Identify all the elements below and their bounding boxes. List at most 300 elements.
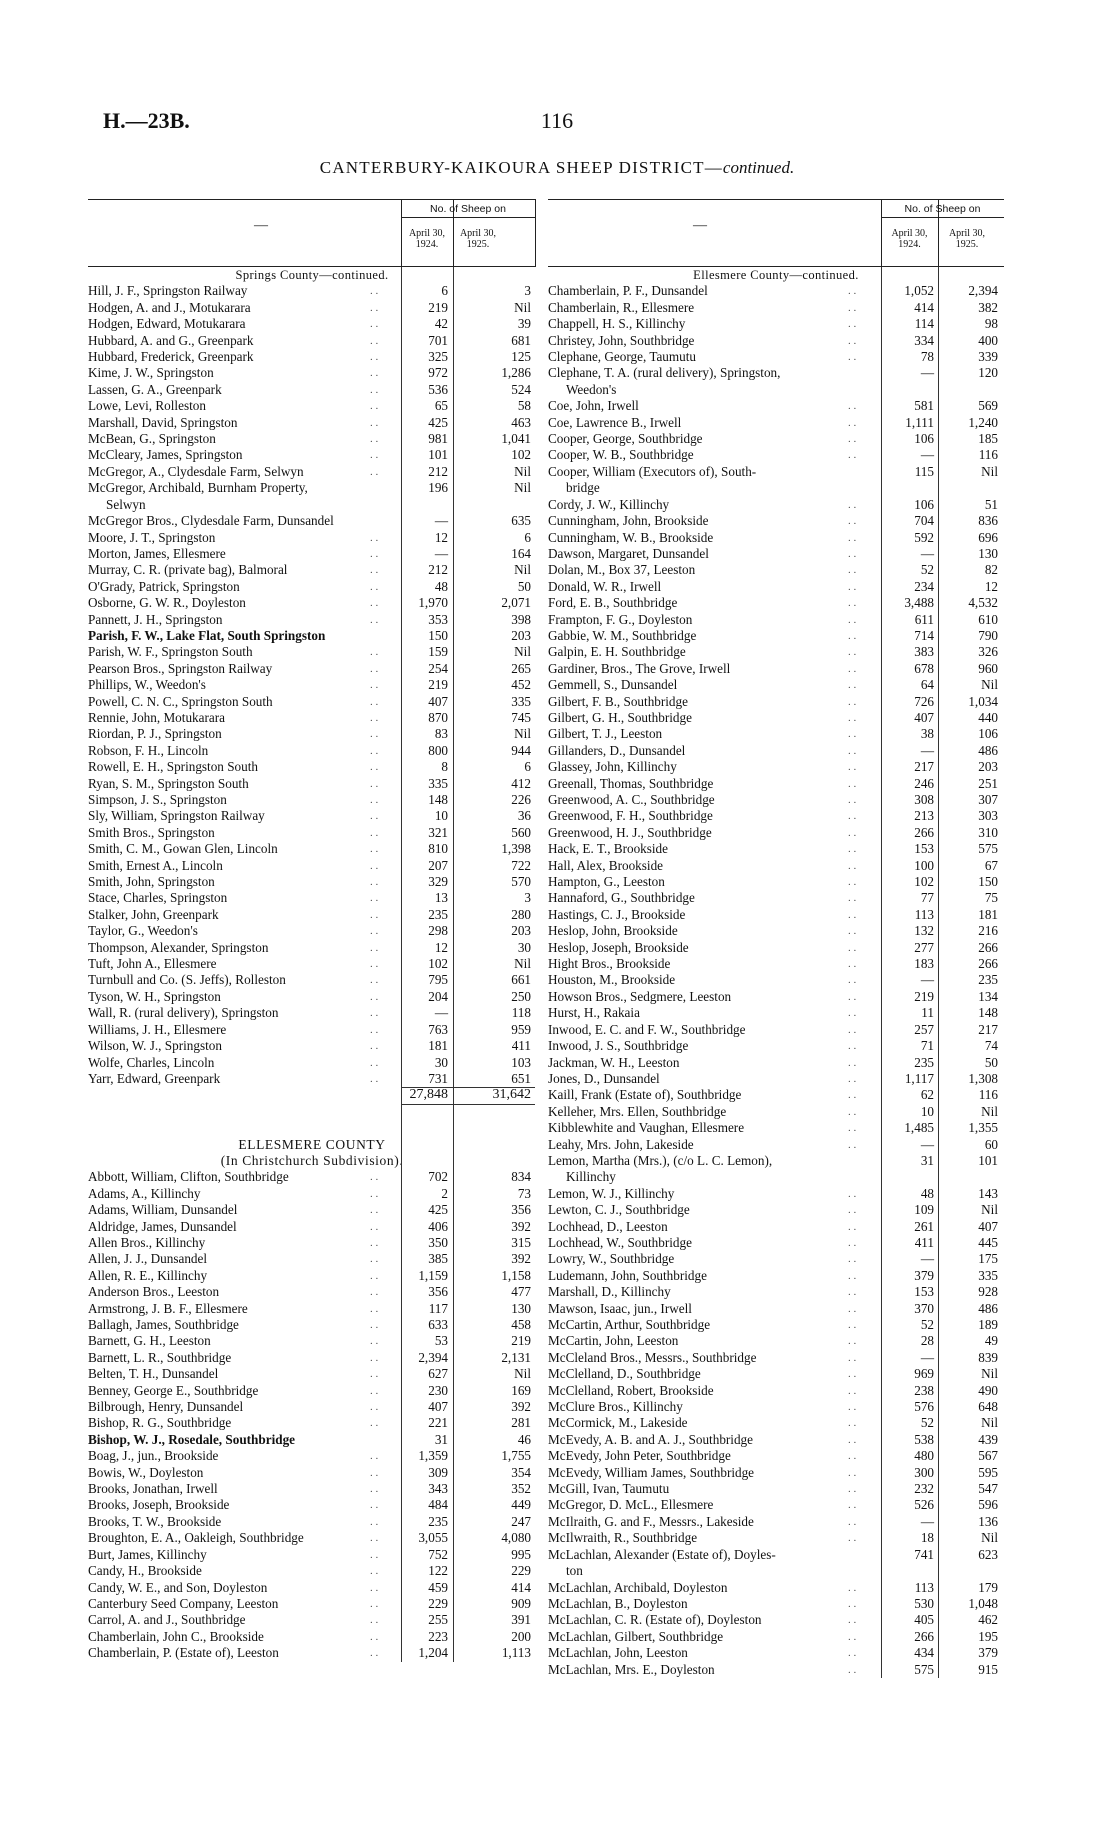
leader-dots: . . (370, 301, 379, 314)
table-row (548, 1153, 1004, 1169)
sheep-count-1924: 385 (428, 1251, 448, 1267)
holder-name: Cooper, George, Southbridge (548, 431, 703, 447)
table-row (88, 792, 536, 808)
table-row (88, 431, 536, 447)
sheep-count-1924: 726 (914, 693, 934, 709)
sheep-count-1924: — (920, 972, 934, 988)
holder-name: Gillanders, D., Dunsandel (548, 742, 686, 758)
table-row (88, 1202, 536, 1218)
leader-dots: . . (370, 318, 379, 331)
leader-dots: . . (370, 1056, 379, 1069)
holder-name: Gemmell, S., Dunsandel (548, 677, 678, 693)
sheep-count-1924: 212 (428, 463, 448, 479)
leader-dots: . . (848, 1401, 857, 1414)
sheep-count-1925: 175 (978, 1251, 998, 1267)
table-row (88, 1415, 536, 1431)
holder-name: Williams, J. H., Ellesmere (88, 1021, 227, 1037)
sheep-count-1925: 339 (978, 349, 998, 365)
sheep-count-1924: 526 (914, 1497, 934, 1513)
holder-name: Christey, John, Southbridge (548, 332, 695, 348)
sheep-count-1924: 277 (914, 939, 934, 955)
sheep-count-1925: 116 (978, 1087, 998, 1103)
sheep-count-1924: 981 (428, 431, 448, 447)
sheep-count-1924: 261 (914, 1218, 934, 1234)
leader-dots: . . (370, 1171, 379, 1184)
sheep-count-1924: 219 (428, 677, 448, 693)
holder-name: Candy, H., Brookside (88, 1563, 202, 1579)
table-row (88, 316, 536, 332)
leader-dots: . . (370, 662, 379, 675)
leader-dots: . . (370, 728, 379, 741)
holder-name: Wilson, W. J., Springston (88, 1038, 222, 1054)
sheep-count-1924: 741 (914, 1546, 934, 1562)
leader-dots: . . (848, 876, 857, 889)
table-row (548, 628, 1004, 644)
sheep-count-1924: 254 (428, 660, 448, 676)
sheep-count-1925: 570 (511, 874, 531, 890)
table-row (548, 1612, 1004, 1628)
holder-name: Wolfe, Charles, Lincoln (88, 1054, 215, 1070)
sheep-count-1925: Nil (981, 1366, 998, 1382)
table-row (88, 923, 536, 939)
leader-dots: . . (848, 777, 857, 790)
holder-name: Ludemann, John, Southbridge (548, 1267, 707, 1283)
holder-name: ton (566, 1563, 583, 1579)
sheep-count-1924: 407 (428, 1399, 448, 1415)
sheep-count-1925: 411 (511, 1038, 531, 1054)
sheep-count-1925: 116 (978, 447, 998, 463)
sheep-count-1924: 714 (914, 627, 934, 643)
sheep-count-1925: 1,158 (501, 1267, 531, 1283)
holder-name: Hight Bros., Brookside (548, 956, 671, 972)
sheep-count-1925: 745 (511, 709, 531, 725)
leader-dots: . . (848, 564, 857, 577)
table-row (548, 759, 1004, 775)
right-header-col1: April 30, 1924. (891, 228, 928, 250)
holder-name: Yarr, Edward, Greenpark (88, 1070, 221, 1086)
table-row (88, 1087, 536, 1103)
table-row (548, 415, 1004, 431)
sheep-count-1925: 195 (978, 1628, 998, 1644)
sheep-count-1924: 1,111 (905, 414, 934, 430)
sheep-count-1925: 2,394 (968, 283, 998, 299)
sheep-count-1925: 130 (978, 545, 998, 561)
leader-dots: . . (370, 1072, 379, 1085)
holder-name: McLachlan, Alexander (Estate of), Doyles- (548, 1546, 776, 1562)
holder-name: Galpin, E. H. Southbridge (548, 644, 686, 660)
holder-name: Glassey, John, Killinchy (548, 759, 677, 775)
sheep-count-1924: 702 (428, 1169, 448, 1185)
sheep-count-1925: 280 (511, 906, 531, 922)
table-row (548, 1399, 1004, 1415)
holder-name: Cooper, W. B., Southbridge (548, 447, 694, 463)
leader-dots: . . (848, 1056, 857, 1069)
sheep-count-1924: 411 (914, 1234, 934, 1250)
sheep-count-1924: 425 (428, 414, 448, 430)
holder-name: Killinchy (566, 1169, 616, 1185)
sheep-count-1924: 102 (914, 874, 934, 890)
sheep-count-1925: 125 (511, 349, 531, 365)
holder-name: Jones, D., Dunsandel (548, 1070, 660, 1086)
holder-name: Brooks, T. W., Brookside (88, 1513, 222, 1529)
sheep-count-1924: 763 (428, 1021, 448, 1037)
leader-dots: . . (370, 1483, 379, 1496)
sheep-count-1924: 2,394 (418, 1349, 448, 1365)
holder-name: McCartin, Arthur, Southbridge (548, 1317, 711, 1332)
leader-dots: . . (848, 1532, 857, 1545)
table-row (88, 759, 536, 775)
holder-name: Hannaford, G., Southbridge (548, 890, 695, 906)
table-row (548, 1055, 1004, 1071)
sheep-count-1925: 217 (978, 1021, 998, 1037)
table-row (548, 480, 1004, 496)
sheep-count-1925: 1,355 (968, 1120, 998, 1136)
holder-name: McClelland, Robert, Brookside (548, 1382, 714, 1398)
sheep-count-1925: 73 (517, 1185, 531, 1201)
right-header-no-of-sheep: No. of Sheep on (881, 203, 1004, 218)
holder-name: McCleland Bros., Messrs., Southbridge (548, 1349, 757, 1365)
total-rule (401, 1104, 535, 1105)
table-row (88, 1301, 536, 1317)
table-row (548, 1465, 1004, 1481)
table-row (548, 1514, 1004, 1530)
sheep-count-1925: 251 (978, 775, 998, 791)
leader-dots: . . (848, 449, 857, 462)
table-row (548, 1104, 1004, 1120)
leader-dots: . . (370, 1614, 379, 1627)
table-row (88, 1399, 536, 1415)
holder-name: Tyson, W. H., Springston (88, 988, 221, 1004)
sheep-count-1924: 30 (434, 1054, 448, 1070)
leader-dots: . . (848, 1630, 857, 1643)
sheep-count-1925: 462 (978, 1612, 998, 1628)
sheep-count-1924: 28 (920, 1333, 934, 1349)
right-header-dash: — (693, 218, 707, 233)
leader-dots: . . (370, 1450, 379, 1463)
table-row (88, 628, 536, 644)
table-row (88, 333, 536, 349)
holder-name: Abbott, William, Clifton, Southbridge (88, 1169, 289, 1185)
table-row (88, 283, 536, 299)
leader-dots: . . (370, 794, 379, 806)
table-row (548, 1497, 1004, 1513)
table-row (548, 1268, 1004, 1284)
sheep-count-1925: 681 (511, 332, 531, 348)
sheep-count-1925: 50 (517, 578, 531, 594)
sheep-count-1924: 325 (428, 349, 448, 365)
sheep-count-1925: 6 (524, 759, 531, 775)
leader-dots: . . (848, 1417, 857, 1430)
holder-name: Broughton, E. A., Oakleigh, Southbridge (88, 1530, 304, 1546)
holder-name: Greenwood, A. C., Southbridge (548, 792, 715, 807)
holder-name: Osborne, G. W. R., Doyleston (88, 595, 246, 611)
sheep-count-1925: 547 (978, 1481, 998, 1497)
leader-dots: . . (848, 433, 857, 446)
leader-dots: . . (848, 1122, 857, 1135)
sheep-count-1924: 229 (428, 1595, 448, 1611)
sheep-count-1924: 1,052 (904, 283, 934, 299)
table-row (548, 1186, 1004, 1202)
sheep-count-1924: 148 (428, 792, 448, 807)
holder-name: McIlraith, G. and F., Messrs., Lakeside (548, 1513, 754, 1529)
sheep-count-1924: 627 (428, 1366, 448, 1382)
sheep-count-1925: 575 (978, 841, 998, 857)
sheep-count-1924: 31 (920, 1152, 934, 1168)
holder-name: Moore, J. T., Springston (88, 529, 216, 545)
holder-name: Inwood, E. C. and F. W., Southbridge (548, 1021, 746, 1037)
holder-name: Aldridge, James, Dunsandel (88, 1218, 237, 1234)
leader-dots: . . (370, 859, 379, 872)
table-row (88, 1317, 536, 1333)
holder-name: Parish, F. W., Lake Flat, South Springston (88, 627, 326, 643)
sheep-count-1924: 204 (428, 988, 448, 1004)
sheep-count-1925: 51 (984, 496, 998, 512)
leader-dots: . . (848, 941, 857, 954)
sheep-count-1924: 969 (914, 1366, 934, 1382)
holder-name: Allen, R. E., Killinchy (88, 1267, 208, 1283)
sheep-count-1925: 75 (984, 890, 998, 906)
holder-name: Bishop, R. G., Southbridge (88, 1415, 232, 1431)
table-row (548, 283, 1004, 299)
sheep-count-1924: 704 (914, 513, 934, 529)
sheep-count-1925: 3 (524, 890, 531, 906)
sheep-count-1924: 575 (914, 1661, 934, 1677)
leader-dots: . . (370, 367, 379, 380)
leader-dots: . . (848, 908, 857, 921)
sheep-count-1924: — (920, 365, 934, 381)
holder-name: McLachlan, Mrs. E., Doyleston (548, 1661, 715, 1677)
holder-name: Adams, William, Dunsandel (88, 1202, 238, 1218)
section-heading: Ellesmere County—continued. (693, 268, 859, 282)
table-row (88, 776, 536, 792)
sheep-count-1924: 53 (434, 1333, 448, 1349)
leader-dots: . . (848, 1302, 857, 1315)
table-row (88, 1530, 536, 1546)
leader-dots: . . (848, 1204, 857, 1217)
holder-name: Gardiner, Bros., The Grove, Irwell (548, 660, 731, 676)
sheep-count-1924: — (920, 742, 934, 758)
sheep-count-1925: 101 (978, 1152, 998, 1168)
sheep-count-1924: 1,204 (418, 1645, 448, 1661)
holder-name: McGregor, D. McL., Ellesmere (548, 1497, 714, 1513)
table-row (548, 956, 1004, 972)
leader-dots: . . (848, 1187, 857, 1200)
table-row (88, 382, 536, 398)
table-row (88, 300, 536, 316)
left-table-body (88, 267, 536, 1662)
table-row (88, 710, 536, 726)
leader-dots: . . (848, 301, 857, 314)
sheep-count-1925: 412 (511, 775, 531, 791)
holder-name: Hack, E. T., Brookside (548, 841, 669, 857)
table-row (548, 726, 1004, 742)
sheep-count-1925: 439 (978, 1431, 998, 1447)
table-row (88, 1333, 536, 1349)
sheep-count-1924: 101 (428, 447, 448, 463)
table-row (548, 431, 1004, 447)
sheep-count-1925: 102 (511, 447, 531, 463)
sheep-count-1925: 203 (978, 759, 998, 775)
sheep-count-1924: 425 (428, 1202, 448, 1218)
leader-dots: . . (848, 1286, 857, 1299)
sheep-count-1925: 169 (511, 1382, 531, 1398)
leader-dots: . . (370, 1286, 379, 1299)
table-row (88, 612, 536, 628)
holder-name: Pannett, J. H., Springston (88, 611, 223, 627)
leader-dots: . . (848, 1368, 857, 1381)
sheep-count-1925: Nil (514, 726, 531, 742)
leader-dots: . . (370, 711, 379, 724)
sheep-count-1924: 1,117 (904, 1070, 934, 1086)
holder-name: Lewton, C. J., Southbridge (548, 1202, 690, 1218)
sheep-count-1924: 3,055 (418, 1530, 448, 1546)
leader-dots: . . (370, 777, 379, 790)
leader-dots: . . (370, 1302, 379, 1315)
sheep-count-1924: 52 (920, 562, 934, 578)
holder-name: Lochhead, D., Leeston (548, 1218, 668, 1234)
sheep-count-1924: 12 (434, 939, 448, 955)
sheep-count-1924: 106 (914, 496, 934, 512)
leader-dots: . . (848, 515, 857, 528)
table-row (548, 661, 1004, 677)
sheep-count-1925: 1,755 (501, 1448, 531, 1464)
holder-name: Jackman, W. H., Leeston (548, 1054, 680, 1070)
holder-name: Donald, W. R., Irwell (548, 578, 662, 594)
sheep-count-1925: 398 (511, 611, 531, 627)
leader-dots: . . (370, 1351, 379, 1364)
holder-name: Canterbury Seed Company, Leeston (88, 1595, 279, 1611)
table-row (548, 530, 1004, 546)
left-header-dash: — (254, 218, 268, 233)
sheep-count-1924: 2 (441, 1185, 448, 1201)
leader-dots: . . (370, 695, 379, 708)
holder-name: Kelleher, Mrs. Ellen, Southbridge (548, 1103, 727, 1119)
sheep-count-1924: 219 (428, 299, 448, 315)
holder-name: Mawson, Isaac, jun., Irwell (548, 1300, 692, 1316)
table-row (88, 546, 536, 562)
leader-dots: . . (848, 925, 857, 938)
sheep-count-1924: — (920, 545, 934, 561)
holder-name: Coe, Lawrence B., Irwell (548, 414, 682, 430)
sheep-count-1924: 48 (434, 578, 448, 594)
sheep-count-1924: 972 (428, 365, 448, 381)
sheep-count-1925: 569 (978, 398, 998, 414)
holder-name: Candy, W. E., and Son, Doyleston (88, 1579, 268, 1595)
sheep-count-1925: 486 (978, 1300, 998, 1316)
sheep-count-1924: 530 (914, 1595, 934, 1611)
table-row (88, 267, 536, 283)
holder-name: McLachlan, C. R. (Estate of), Doyleston (548, 1612, 762, 1628)
table-row (88, 1432, 536, 1448)
holder-name: Lassen, G. A., Greenpark (88, 381, 222, 397)
sheep-count-1924: 52 (920, 1317, 934, 1332)
holder-name: Weedon's (566, 381, 617, 397)
table-row (548, 497, 1004, 513)
sheep-count-1925: 136 (978, 1513, 998, 1529)
leader-dots: . . (848, 744, 857, 757)
holder-name: Marshall, D., Killinchy (548, 1284, 671, 1300)
table-row (548, 612, 1004, 628)
column-divider (453, 267, 454, 1662)
table-row (548, 1071, 1004, 1087)
table-row (88, 1071, 536, 1087)
sheep-count-1924: 752 (428, 1546, 448, 1562)
holder-name: Smith, John, Springston (88, 874, 215, 890)
leader-dots: . . (370, 958, 379, 971)
leader-dots: . . (848, 1499, 857, 1512)
sheep-count-1924: 678 (914, 660, 934, 676)
sheep-count-1925: 31,642 (492, 1087, 531, 1103)
holder-name: Gilbert, T. J., Leeston (548, 726, 663, 742)
sheep-count-1925: 12 (984, 578, 998, 594)
sheep-count-1925: 352 (511, 1481, 531, 1497)
holder-name: Kime, J. W., Springston (88, 365, 214, 381)
table-row (548, 1120, 1004, 1136)
page-title-suffix: continued. (722, 158, 795, 177)
table-row (548, 1301, 1004, 1317)
sheep-count-1925: 490 (978, 1382, 998, 1398)
sheep-count-1924: — (920, 1349, 934, 1365)
sheep-count-1924: 207 (428, 857, 448, 873)
sheep-count-1924: 235 (428, 906, 448, 922)
leader-dots: . . (370, 1319, 379, 1331)
sheep-count-1925: 39 (517, 316, 531, 332)
leader-dots: . . (370, 383, 379, 396)
table-row (548, 841, 1004, 857)
table-row (548, 513, 1004, 529)
sheep-count-1925: Nil (981, 1415, 998, 1431)
table-row (548, 1350, 1004, 1366)
table-row (548, 365, 1004, 381)
holder-name: Pearson Bros., Springston Railway (88, 660, 273, 676)
sheep-count-1925: 265 (511, 660, 531, 676)
sheep-count-1925: 909 (511, 1595, 531, 1611)
sheep-count-1924: 480 (914, 1448, 934, 1464)
sheep-count-1924: — (920, 1513, 934, 1529)
sheep-count-1925: 354 (511, 1464, 531, 1480)
holder-name: Simpson, J. S., Springston (88, 792, 227, 807)
holder-name: Hall, Alex, Brookside (548, 857, 664, 873)
sheep-count-1925: 4,532 (968, 595, 998, 611)
leader-dots: . . (370, 1548, 379, 1561)
sheep-count-1924: 246 (914, 775, 934, 791)
sheep-count-1925: 203 (511, 923, 531, 939)
sheep-count-1925: 1,048 (968, 1595, 998, 1611)
leader-dots: . . (848, 416, 857, 429)
leader-dots: . . (848, 695, 857, 708)
holder-name: Ford, E. B., Southbridge (548, 595, 678, 611)
table-row (548, 874, 1004, 890)
sheep-count-1925: 1,113 (501, 1645, 531, 1661)
sheep-count-1925: 200 (511, 1628, 531, 1644)
table-row (88, 1563, 536, 1579)
table-row (548, 1629, 1004, 1645)
table-row (88, 940, 536, 956)
sheep-count-1925: 463 (511, 414, 531, 430)
sheep-count-1924: 379 (914, 1267, 934, 1283)
table-row (88, 530, 536, 546)
leader-dots: . . (848, 547, 857, 560)
sheep-count-1925: 335 (978, 1267, 998, 1283)
leader-dots: . . (370, 433, 379, 446)
leader-dots: . . (848, 859, 857, 872)
sheep-count-1924: 592 (914, 529, 934, 545)
holder-name: Smith Bros., Springston (88, 824, 215, 840)
sheep-count-1925: 2,071 (501, 595, 531, 611)
sheep-count-1924: 11 (921, 1005, 934, 1021)
sheep-count-1924: 38 (920, 726, 934, 742)
leader-dots: . . (370, 1236, 379, 1249)
